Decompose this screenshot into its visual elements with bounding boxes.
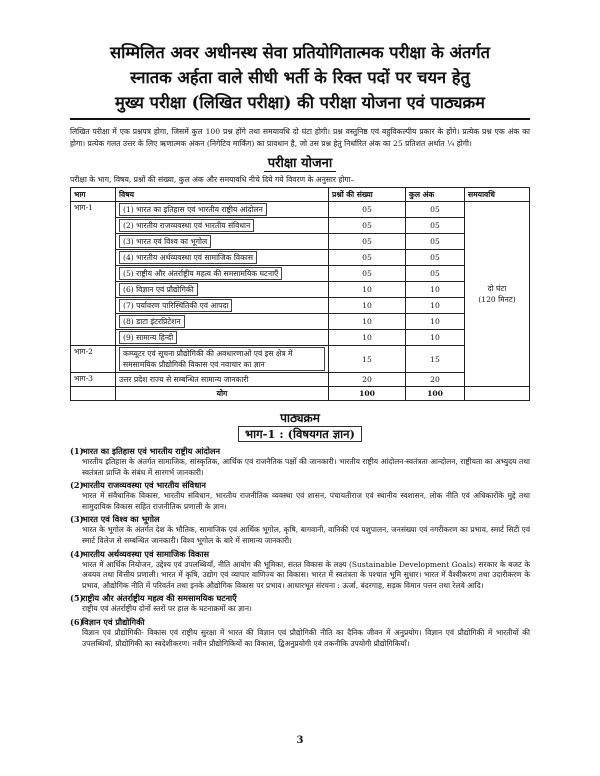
total-questions: 100 [329,387,406,401]
topic-description: विज्ञान एवं प्रौद्योगिकी- विकास एवं राष्ट्रीय सुरक्षा में भारत की विज्ञान एवं प्रौद्योगिकी नीति का दैनिक जीवन में अनुप्रयोग। विज्ञान एवं प्रौद्योगिकी में भारतीयों की उपलब्धियाँ, प्रौद्योगिकी का स्वदेशीकरण। नवीन प्रौद्योगिकियों का विकास, द्विअनुप्रयोगी एवं तकनीकि उपयोगी प्रौद्योगिकियाँ। [82,627,530,648]
questions-cell: 10 [329,330,406,346]
topic-description: राष्ट्रीय एवं अंतर्राष्ट्रीय दोनों स्तरों पर हाल के घटनाक्रमों का ज्ञान। [82,604,252,614]
questions-cell: 20 [329,373,406,387]
topic-number: (1) [70,446,84,456]
list-item [70,548,530,592]
marks-cell: 05 [406,218,465,234]
part3-label: भाग-3 [71,373,116,387]
marks-cell: 20 [406,373,465,387]
exam-plan-heading: परीक्षा योजना [70,153,530,171]
col-header-marks: कुल अंक [406,188,465,202]
part1-label: भाग-1 [71,202,116,346]
subject-cell: उत्तर प्रदेश राज्य से सम्बन्धित सामान्य जानकारी [116,373,329,387]
exam-plan-note: परीक्षा के भाग, विषय, प्रश्नों की संख्या, कुल अंक और समयावधि नीचे दिये गये विवरण के अनुसार होगा– [70,175,355,184]
questions-cell: 05 [329,234,406,250]
part2-label: भाग-2 [71,346,116,373]
col-header-subject: विषय [116,188,329,202]
topic-number: (2) [70,480,84,491]
subject-cell: (7) पर्यावरण पारिस्थितिकी एवं आपदा [119,299,232,312]
marks-cell: 05 [406,266,465,282]
title-divider [70,118,530,120]
list-item [70,593,530,615]
subject-cell: (8) डाटा इंटरप्रिटेशन [119,315,185,328]
table-row [71,373,530,387]
topic-number: (4) [70,548,84,559]
marks-cell: 10 [406,314,465,330]
topic-number: (5) [70,593,84,604]
topic-number: (6) [70,616,84,627]
topic-description: भारत में संवैधानिक विकास, भारतीय संविधान, भारतीय राजनीतिक व्यवस्था एवं शासन, पंचायतीराज एवं स्थानीय स्वशासन, लोक नीति एवं अधिकारोंके मुद्दे तथा सामुदायिक विकास सहित राजनीतिक प्रणाली के ज्ञान। [82,491,530,511]
table-row [71,250,530,266]
marks-cell: 05 [406,250,465,266]
table-row [71,282,530,298]
subject-cell: कम्प्यूटर एवं सूचना प्रौद्योगिकी की अवधारणाओं एवं इस क्षेत्र में समसामयिक प्रौद्योगिकी विकास एवं नवाचार का ज्ञान [119,347,325,371]
list-item [70,514,530,546]
subject-cell: (9) सामान्य हिन्दी [119,331,177,344]
col-header-duration: समयावधि [465,188,530,202]
topic-title: भारत एवं विश्व का भूगोल [82,514,160,525]
questions-cell: 10 [329,314,406,330]
total-label: योग [116,387,329,401]
marks-cell: 10 [406,298,465,314]
topic-title: भारतीय अर्थव्यवस्था एवं सामाजिक विकास [82,548,209,559]
title-line-2: स्नातक अर्हता वाले सीधी भर्ती के रिक्त पदों पर चयन हेतु [130,68,470,87]
title-line-1: सम्मिलित अवर अधीनस्थ सेवा प्रतियोगितात्मक परीक्षा के अंतर्गत [110,43,490,62]
topic-title: राष्ट्रीय और अंतर्राष्ट्रीय महत्व की समसामयिक घटनाएँ [82,593,237,604]
table-row [71,314,530,330]
syllabus-topics [70,446,530,649]
table-row [71,330,530,346]
subject-cell: (4) भारतीय अर्थव्यवस्था एवं सामाजिक विकास [119,251,257,264]
marks-cell: 10 [406,330,465,346]
intro-paragraph: लिखित परीक्षा में एक प्रश्नपत्र होगा, जिसमें कुल 100 प्रश्न होंगे तथा समयावधि दो घंटा होगी। प्रश्न वस्तुनिष्ठ एवं बहुविकल्पीय प्रकार के होंगे। प्रत्येक प्रश्न एक अंक का होगा। प्रत्येक गलत उत्तर के लिए ऋणात्मक अंकन (निगेटिव मार्किंग) का प्रावधान है, जो उस प्रश्न हेतु निर्धारित अंक का 25 प्रतिशत अर्थात ¼ होगी। [70,127,530,148]
list-item [70,480,530,512]
subject-cell: (3) भारत एवं विश्व का भूगोल [119,235,211,248]
table-row [71,234,530,250]
table-row [71,202,530,218]
topic-title: भारतीय राजव्यवस्था एवं भारतीय संविधान [82,480,206,491]
list-item [70,446,530,478]
list-item [70,616,530,649]
questions-cell: 10 [329,282,406,298]
page-number: 3 [296,735,304,746]
syllabus-subheading: भाग-1 : (विषयगत ज्ञान) [70,427,530,442]
subject-cell: (6) विज्ञान एवं प्रौद्योगिकी [119,283,198,296]
marks-cell: 05 [406,234,465,250]
table-total-row [71,387,530,401]
document-page [70,40,530,651]
topic-title: भारत का इतिहास एवं भारतीय राष्ट्रीय आंदोलन [82,446,221,456]
topic-description: भारत में आर्थिक नियोजन, उद्देश्य एवं उपलब्धियाँ, नीति आयोग की भूमिका, सतत विकास के लक्ष्य (Sustainable Development Goals) सरकार के बजट के अवयव तथा वित्तीय प्रणाली। भारत में कृषि, उद्योग एवं व्यापार वाणिज्य का विकास। भारत में स्वतंत्रता के पश्चात भूमि सुधार। भारत में वैश्वीकरण तथा उदारीकरण के प्रभाव, औद्योगिक नीति में परिवर्तन तथा इनके औद्योगिक विकास पर प्रभाव। आधारभूत संरचना : ऊर्जा, बंदरगाह, सड़क विमान पत्तन तथा रेलवे आदि। [82,559,530,590]
document-title [70,40,530,115]
topic-number: (3) [70,514,84,525]
marks-cell: 05 [406,202,465,218]
table-header-row [71,188,530,202]
table-row [71,298,530,314]
syllabus-heading: पाठ्यक्रम [280,411,320,425]
subject-cell: (1) भारत का इतिहास एवं भारतीय राष्ट्रीय आंदोलन [119,203,267,216]
subject-cell: (2) भारतीय राजव्यवस्था एवं भारतीय संविधान [119,219,254,232]
title-line-3: मुख्य परीक्षा (लिखित परीक्षा) की परीक्षा योजना एवं पाठ्यक्रम [115,93,485,112]
duration-minutes: (120 मिनट) [478,295,516,304]
topic-description: भारतीय इतिहास के अंतर्गत सामाजिक, सांस्कृतिक, आर्थिक एवं राजनैतिक पक्षों की जानकारी। भारतीय राष्ट्रीय आंदोलन-स्वतंत्रता आन्दोलन, राष्ट्रीयता का अभ्युदय तथा स्वतंत्रता प्राप्ति के संबंध में सारगर्भ जानकारी। [82,457,530,477]
table-row [71,346,530,373]
col-header-part: भाग [71,188,116,202]
questions-cell: 05 [329,218,406,234]
questions-cell: 10 [329,298,406,314]
questions-cell: 15 [329,346,406,373]
exam-plan-table [70,187,530,401]
questions-cell: 05 [329,250,406,266]
col-header-questions: प्रश्नों की संख्या [329,188,406,202]
subject-cell: (5) राष्ट्रीय और अंतर्राष्ट्रीय महत्व की समसामयिक घटनाएँ [119,267,282,280]
topic-description: भारत के भूगोल के अंतर्गत देश के भौतिक, सामाजिक एवं आर्थिक भूगोल, कृषि, बागवानी, वानिकी एवं पशुपालन, जनसंख्या एवं नगरीकरण का प्रभाव, स्मार्ट सिटी एवं स्मार्ट विलेज से सम्बन्धित जानकारी। विश्व भूगोल के बारे में सामान्य जानकारी। [82,525,530,545]
marks-cell: 10 [406,282,465,298]
questions-cell: 05 [329,202,406,218]
total-marks: 100 [406,387,465,401]
duration-text: दो घंटा [487,284,507,293]
table-row [71,218,530,234]
marks-cell: 15 [406,346,465,373]
duration-cell [465,202,530,387]
topic-title: विज्ञान एवं प्रौद्योगिकी [82,616,145,627]
table-row [71,266,530,282]
questions-cell: 05 [329,266,406,282]
